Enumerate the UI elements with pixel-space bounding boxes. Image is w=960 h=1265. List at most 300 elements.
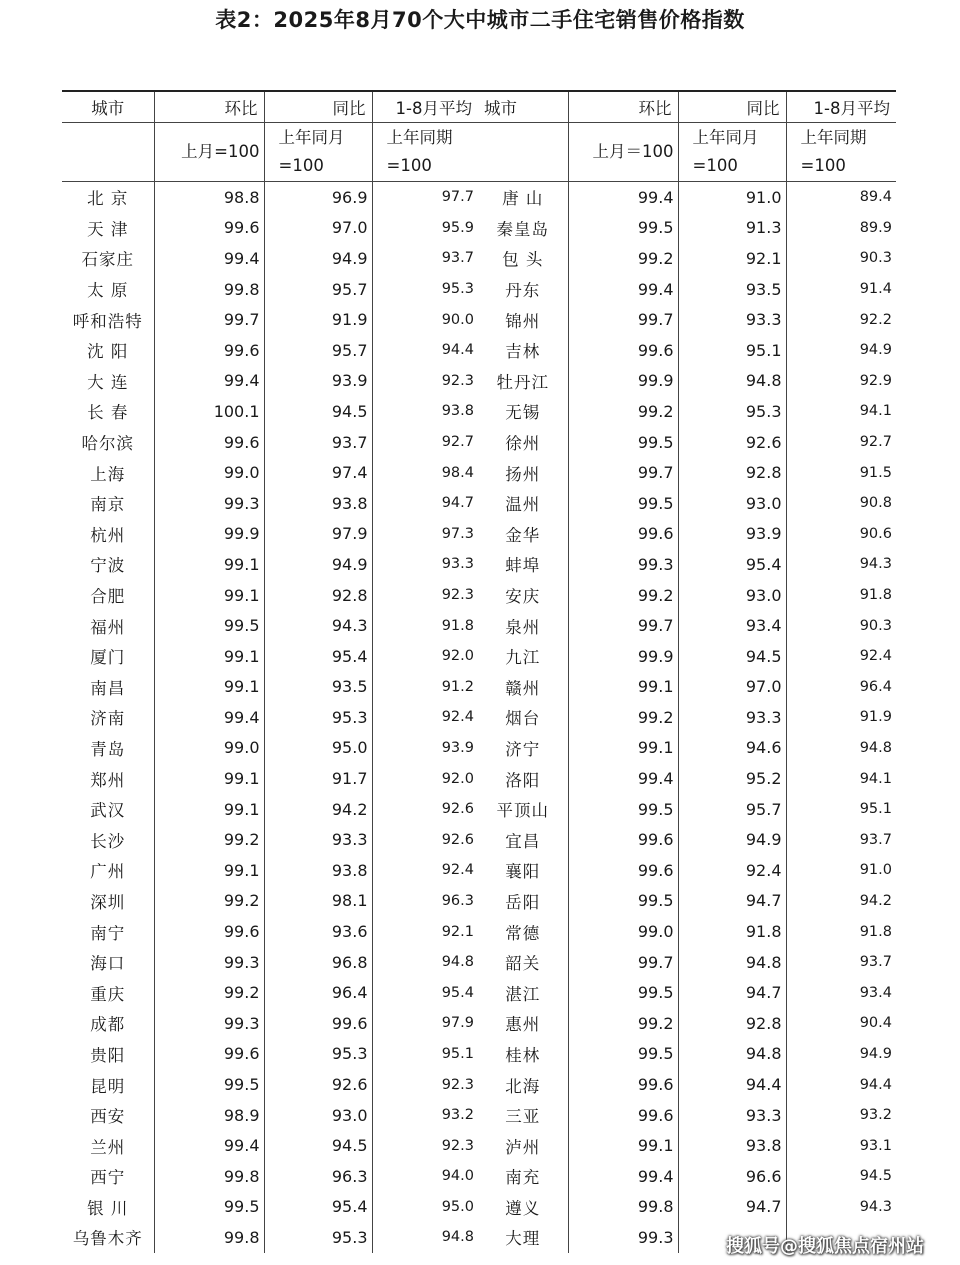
cell-hb-left: 99.3 [154,1008,264,1039]
table-row [62,335,896,366]
cell-avg-left: 98.4 [372,457,478,488]
cell-avg-left: 91.2 [372,672,478,703]
cell-hb-right: 99.9 [568,366,678,397]
cell-tb-right: 93.3 [678,702,786,733]
cell-hb-left: 99.1 [154,580,264,611]
cell-city-right: 金华 [505,525,541,545]
cell-hb-right: 99.0 [568,916,678,947]
cell-hb-right: 99.7 [568,947,678,978]
subheader-tb-left-line2: =100 [278,156,324,175]
cell-tb-left: 95.4 [264,1192,372,1223]
cell-hb-right: 99.4 [568,274,678,305]
cell-hb-right: 99.6 [568,1100,678,1131]
cell-tb-right: 93.8 [678,1130,786,1161]
subheader-tb-right-line1: 上年同月 [692,128,759,147]
cell-hb-left: 98.8 [154,182,264,213]
cell-city-left: 大 连 [87,372,129,392]
cell-tb-right: 93.0 [678,488,786,519]
cell-hb-right: 99.2 [568,396,678,427]
cell-hb-left: 99.4 [154,243,264,274]
cell-city-left: 福州 [90,617,126,637]
cell-avg-left: 95.9 [372,213,478,244]
cell-city-left: 长沙 [90,831,126,851]
cell-avg-right: 90.4 [786,1008,896,1039]
cell-avg-right: 94.1 [786,763,896,794]
cell-city-left: 南京 [90,495,126,515]
subheader-tb-left-line1: 上年同月 [278,128,345,147]
cell-tb-left: 91.7 [264,763,372,794]
cell-hb-left: 99.4 [154,1130,264,1161]
header-avg-left: 1-8月平均 [372,91,478,123]
cell-tb-left: 99.6 [264,1008,372,1039]
cell-tb-right: 93.3 [678,1100,786,1131]
cell-avg-left: 94.8 [372,947,478,978]
cell-avg-left: 97.9 [372,1008,478,1039]
cell-city-right: 牡丹江 [496,372,549,392]
cell-avg-right: 92.9 [786,366,896,397]
cell-hb-right: 99.4 [568,182,678,213]
table-row [62,641,896,672]
cell-city-right: 济宁 [505,739,541,759]
cell-tb-right: 94.6 [678,733,786,764]
cell-city-right: 三亚 [505,1107,541,1127]
cell-tb-right: 92.1 [678,243,786,274]
cell-city-left: 杭州 [90,525,126,545]
cell-avg-right: 89.4 [786,182,896,213]
table-row [62,213,896,244]
cell-tb-right: 94.4 [678,1069,786,1100]
cell-avg-left: 95.4 [372,977,478,1008]
cell-city-right: 徐州 [505,434,541,454]
cell-hb-left: 99.1 [154,549,264,580]
cell-avg-right: 96.4 [786,672,896,703]
cell-city-right: 吉林 [505,342,541,362]
cell-hb-left: 98.9 [154,1100,264,1131]
cell-hb-left: 99.3 [154,947,264,978]
cell-city-right: 锦州 [505,311,541,331]
cell-tb-left: 93.7 [264,427,372,458]
cell-tb-right: 91.3 [678,213,786,244]
cell-avg-right: 95.1 [786,794,896,825]
cell-hb-left: 99.6 [154,335,264,366]
cell-avg-left: 90.0 [372,304,478,335]
cell-avg-right: 93.7 [786,824,896,855]
cell-avg-right: 93.4 [786,977,896,1008]
header-city-left: 城市 [62,91,154,123]
table-row [62,824,896,855]
cell-tb-left: 93.8 [264,488,372,519]
table-row [62,1100,896,1131]
table-row [62,977,896,1008]
cell-city-right: 包 头 [502,250,544,270]
cell-avg-right: 92.2 [786,304,896,335]
cell-city-right: 南充 [505,1168,541,1188]
cell-city-right: 湛江 [505,984,541,1004]
cell-avg-left: 94.4 [372,335,478,366]
cell-city-right: 遵义 [505,1198,541,1218]
cell-city-left: 济南 [90,709,126,729]
cell-city-left: 厦门 [90,648,126,668]
cell-city-right: 扬州 [505,464,541,484]
cell-tb-right: 91.8 [678,916,786,947]
cell-avg-left: 92.0 [372,763,478,794]
header-hb-right: 环比 [568,91,678,123]
cell-avg-right: 94.4 [786,1069,896,1100]
cell-hb-right: 99.5 [568,213,678,244]
cell-avg-left: 93.8 [372,396,478,427]
cell-tb-left: 96.9 [264,182,372,213]
cell-avg-left: 93.2 [372,1100,478,1131]
cell-avg-right: 94.1 [786,396,896,427]
table-row [62,947,896,978]
table-row [62,733,896,764]
cell-avg-right: 90.3 [786,610,896,641]
table-row [62,182,896,213]
cell-hb-left: 99.6 [154,916,264,947]
cell-city-right: 安庆 [505,587,541,607]
cell-tb-right: 93.0 [678,580,786,611]
cell-tb-left: 91.9 [264,304,372,335]
cell-tb-left: 95.7 [264,274,372,305]
cell-city-left: 重庆 [90,984,126,1004]
cell-tb-right: 94.8 [678,947,786,978]
cell-avg-right: 94.2 [786,886,896,917]
table-row [62,366,896,397]
table-row [62,702,896,733]
cell-city-left: 宁波 [90,556,126,576]
cell-avg-right: 94.9 [786,335,896,366]
cell-hb-left: 99.6 [154,1039,264,1070]
header-hb-left: 环比 [154,91,264,123]
cell-tb-left: 94.5 [264,1130,372,1161]
cell-tb-left: 98.1 [264,886,372,917]
cell-avg-left: 93.9 [372,733,478,764]
page-title: 表2：2025年8月70个大中城市二手住宅销售价格指数 [215,8,745,32]
cell-avg-right: 93.7 [786,947,896,978]
cell-tb-left: 94.5 [264,396,372,427]
cell-hb-right: 99.1 [568,733,678,764]
cell-avg-right: 91.5 [786,457,896,488]
cell-city-right: 岳阳 [505,892,541,912]
cell-hb-right: 99.6 [568,1069,678,1100]
cell-hb-left: 99.1 [154,855,264,886]
table-row [62,886,896,917]
cell-city-right: 桂林 [505,1045,541,1065]
cell-city-left: 武汉 [90,801,126,821]
cell-hb-right: 99.1 [568,672,678,703]
cell-tb-left: 95.3 [264,1222,372,1253]
watermark: 搜狐号@搜狐焦点宿州站 [726,1236,924,1257]
cell-hb-right: 99.2 [568,580,678,611]
cell-city-left: 长 春 [87,403,129,423]
subheader-tb-right [678,123,786,182]
cell-hb-left: 99.6 [154,213,264,244]
cell-tb-left: 95.0 [264,733,372,764]
table-row [62,396,896,427]
cell-city-left: 郑州 [90,770,126,790]
cell-city-left: 天 津 [87,219,129,239]
cell-tb-right: 94.7 [678,886,786,917]
cell-hb-right: 99.6 [568,855,678,886]
cell-avg-left: 92.1 [372,916,478,947]
subheader-avg-right-line1: 上年同期 [800,128,867,147]
cell-hb-right: 99.5 [568,488,678,519]
cell-city-left: 昆明 [90,1076,126,1096]
header-avg-right: 1-8月平均 [786,91,896,123]
cell-tb-right: 95.2 [678,763,786,794]
header-row [62,91,896,123]
table-row [62,1008,896,1039]
cell-hb-right: 99.1 [568,1130,678,1161]
table-row [62,855,896,886]
cell-hb-right: 99.7 [568,457,678,488]
cell-city-left: 乌鲁木齐 [72,1229,143,1249]
cell-hb-right: 99.5 [568,977,678,1008]
cell-hb-right: 99.3 [568,1222,678,1253]
cell-hb-left: 99.0 [154,733,264,764]
cell-avg-right: 91.9 [786,702,896,733]
cell-city-left: 西宁 [90,1168,126,1188]
cell-city-right: 唐 山 [502,189,544,209]
cell-avg-right: 91.8 [786,580,896,611]
cell-avg-right: 90.8 [786,488,896,519]
table-row [62,1161,896,1192]
cell-tb-right: 94.8 [678,366,786,397]
cell-city-right: 平顶山 [496,801,549,821]
cell-tb-right: 93.5 [678,274,786,305]
cell-tb-left: 92.6 [264,1069,372,1100]
cell-city-right: 温州 [505,495,541,515]
cell-city-left: 西安 [90,1107,126,1127]
cell-hb-left: 99.5 [154,610,264,641]
subheader-avg-left [372,123,478,182]
subheader-avg-left-line1: 上年同期 [386,128,453,147]
cell-tb-right: 94.7 [678,977,786,1008]
cell-avg-left: 91.8 [372,610,478,641]
header-tb-right: 同比 [678,91,786,123]
cell-city-left: 海口 [90,954,126,974]
cell-avg-right: 94.3 [786,549,896,580]
cell-city-left: 沈 阳 [87,342,129,362]
cell-hb-left: 99.6 [154,427,264,458]
cell-tb-left: 93.0 [264,1100,372,1131]
cell-avg-left: 94.7 [372,488,478,519]
cell-tb-left: 92.8 [264,580,372,611]
cell-hb-left: 99.4 [154,366,264,397]
cell-avg-right: 90.6 [786,519,896,550]
cell-hb-left: 99.1 [154,763,264,794]
cell-city-right: 蚌埠 [505,556,541,576]
cell-tb-left: 96.4 [264,977,372,1008]
cell-avg-right: 94.5 [786,1161,896,1192]
table-row [62,610,896,641]
cell-hb-left: 99.5 [154,1192,264,1223]
cell-avg-right: 89.9 [786,213,896,244]
table-row [62,1069,896,1100]
cell-hb-right: 99.5 [568,427,678,458]
subheader-tb-left [264,123,372,182]
cell-hb-right: 99.3 [568,549,678,580]
cell-avg-left: 92.3 [372,366,478,397]
header-tb-left: 同比 [264,91,372,123]
table-row [62,427,896,458]
cell-hb-left: 100.1 [154,396,264,427]
cell-tb-left: 94.9 [264,549,372,580]
cell-avg-right: 90.3 [786,243,896,274]
cell-tb-left: 93.6 [264,916,372,947]
cell-city-right: 九江 [505,648,541,668]
cell-city-left: 南昌 [90,678,126,698]
cell-hb-left: 99.2 [154,977,264,1008]
cell-hb-right: 99.5 [568,1039,678,1070]
cell-avg-left: 94.8 [372,1222,478,1253]
table-row [62,519,896,550]
cell-hb-left: 99.7 [154,304,264,335]
cell-tb-right: 92.8 [678,1008,786,1039]
cell-hb-left: 99.1 [154,672,264,703]
table-row [62,763,896,794]
cell-hb-right: 99.5 [568,886,678,917]
cell-hb-left: 99.4 [154,702,264,733]
cell-tb-left: 94.9 [264,243,372,274]
cell-avg-right: 91.8 [786,916,896,947]
cell-avg-left: 92.3 [372,1130,478,1161]
cell-avg-right: 94.9 [786,1039,896,1070]
cell-avg-right: 92.4 [786,641,896,672]
cell-city-left: 广州 [90,862,126,882]
cell-city-left: 合肥 [90,587,126,607]
table-row [62,794,896,825]
cell-tb-right: 92.6 [678,427,786,458]
cell-tb-right: 95.1 [678,335,786,366]
subheader-avg-right-line2: =100 [800,156,846,175]
cell-city-right: 北海 [505,1076,541,1096]
cell-city-right: 赣州 [505,678,541,698]
cell-hb-left: 99.8 [154,274,264,305]
subheader-avg-left-line2: =100 [386,156,432,175]
cell-avg-left: 95.0 [372,1192,478,1223]
cell-hb-left: 99.9 [154,519,264,550]
cell-city-left: 贵阳 [90,1045,126,1065]
cell-avg-left: 92.0 [372,641,478,672]
cell-tb-left: 96.3 [264,1161,372,1192]
cell-hb-right: 99.4 [568,763,678,794]
cell-tb-left: 97.0 [264,213,372,244]
cell-city-left: 呼和浩特 [72,311,143,331]
cell-hb-right: 99.2 [568,702,678,733]
cell-avg-left: 93.3 [372,549,478,580]
cell-hb-right: 99.8 [568,1192,678,1223]
cell-hb-right: 99.2 [568,1008,678,1039]
cell-avg-right: 91.4 [786,274,896,305]
cell-city-right: 洛阳 [505,770,541,790]
cell-hb-left: 99.2 [154,886,264,917]
cell-city-right: 泉州 [505,617,541,637]
table-row [62,274,896,305]
cell-avg-left: 92.6 [372,824,478,855]
cell-tb-right: 93.4 [678,610,786,641]
cell-tb-right: 95.3 [678,396,786,427]
cell-tb-right: 91.0 [678,182,786,213]
table-row [62,243,896,274]
table-row [62,1192,896,1223]
cell-tb-right: 94.5 [678,641,786,672]
cell-tb-left: 94.3 [264,610,372,641]
cell-tb-left: 93.9 [264,366,372,397]
cell-hb-right: 99.6 [568,824,678,855]
cell-avg-right: 94.8 [786,733,896,764]
table-row [62,304,896,335]
subheader-hb-left: 上月=100 [154,123,264,182]
cell-avg-left: 95.1 [372,1039,478,1070]
cell-hb-left: 99.1 [154,641,264,672]
cell-city-left: 石家庄 [81,250,134,270]
cell-city-left: 太 原 [87,281,129,301]
cell-avg-left: 94.0 [372,1161,478,1192]
cell-city-left: 北 京 [87,189,129,209]
cell-avg-left: 93.7 [372,243,478,274]
cell-tb-right: 93.3 [678,304,786,335]
cell-hb-left: 99.5 [154,1069,264,1100]
cell-city-right: 烟台 [505,709,541,729]
cell-tb-left: 94.2 [264,794,372,825]
table-row [62,580,896,611]
cell-avg-right: 91.0 [786,855,896,886]
cell-tb-right: 94.7 [678,1192,786,1223]
cell-tb-left: 97.4 [264,457,372,488]
cell-tb-left: 93.5 [264,672,372,703]
cell-avg-left: 97.7 [372,182,478,213]
cell-tb-right: 94.9 [678,824,786,855]
cell-avg-left: 92.6 [372,794,478,825]
cell-hb-right: 99.4 [568,1161,678,1192]
cell-hb-right: 99.9 [568,641,678,672]
cell-city-right: 秦皇岛 [496,219,549,239]
cell-city-left: 成都 [90,1015,126,1035]
cell-hb-left: 99.3 [154,488,264,519]
cell-tb-left: 93.8 [264,855,372,886]
cell-hb-left: 99.1 [154,794,264,825]
subheader-avg-right [786,123,896,182]
cell-tb-right: 96.6 [678,1161,786,1192]
cell-tb-right: 95.7 [678,794,786,825]
cell-avg-right: 93.2 [786,1100,896,1131]
cell-tb-right: 93.9 [678,519,786,550]
table-row [62,549,896,580]
table-row [62,1039,896,1070]
cell-city-left: 深圳 [90,892,126,912]
cell-city-right: 丹东 [505,281,541,301]
cell-tb-right: 94.8 [678,1039,786,1070]
table-body [62,182,896,1253]
cell-tb-left: 95.3 [264,702,372,733]
cell-hb-right: 99.6 [568,519,678,550]
cell-tb-left: 95.3 [264,1039,372,1070]
cell-hb-right: 99.2 [568,243,678,274]
cell-city-right: 襄阳 [505,862,541,882]
cell-avg-left: 97.3 [372,519,478,550]
header-city-right: 城市 [478,91,568,123]
subheader-city-right [478,123,568,182]
cell-tb-right: 97.0 [678,672,786,703]
table-row [62,457,896,488]
cell-city-left: 哈尔滨 [81,434,134,454]
cell-avg-left: 92.4 [372,702,478,733]
cell-city-left: 上海 [90,464,126,484]
cell-city-right: 宜昌 [505,831,541,851]
cell-tb-left: 96.8 [264,947,372,978]
cell-tb-left: 97.9 [264,519,372,550]
